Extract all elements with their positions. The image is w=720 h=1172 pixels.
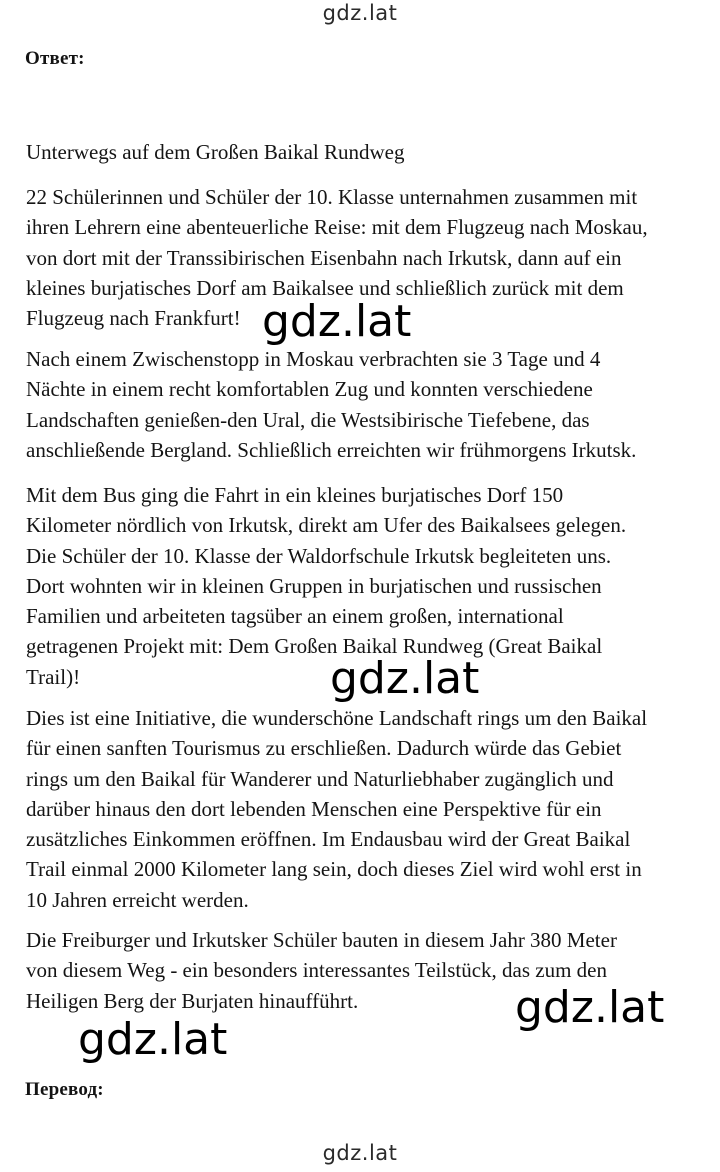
- watermark-overlay: gdz.lat: [78, 1014, 228, 1065]
- watermark-top: gdz.lat: [322, 1, 398, 25]
- watermark-overlay: gdz.lat: [330, 653, 480, 704]
- paragraph-1: 22 Schülerinnen und Schüler der 10. Klasse unternahmen zusammen mit ihren Lehrern eine abenteuerliche Reise: mit dem Flugzeug nach Moskau, von dort mit der Transsibirischen Eisenbahn nach Irkutsk, dann auf ein kleines burjatisches Dorf am Baikalsee und schließlich zurück mit dem Flugzeug nach Frankfurt!: [26, 185, 648, 331]
- document-title: Unterwegs auf dem Großen Baikal Rundweg: [26, 140, 405, 164]
- paragraph-3: Mit dem Bus ging die Fahrt in ein kleines burjatisches Dorf 150 Kilometer nördlich von Irkutsk, direkt am Ufer des Baikalsees gelegen. Die Schüler der 10. Klasse der Waldorfschule Irkutsk begleiteten uns. Dort wohnten wir in kleinen Gruppen in burjatischen und russischen Familien und arbeiteten tagsüber an einem großen, international getragenen Projekt mit: Dem Großen Baikal Rundweg (Great Baikal Trail)!: [26, 483, 627, 689]
- paragraph-4: Dies ist eine Initiative, die wunderschöne Landschaft rings um den Baikal für einen sanften Tourismus zu erschließen. Dadurch würde das Gebiet rings um den Baikal für Wanderer und Naturliebhaber zugänglich und darüber hinaus den dort lebenden Menschen eine Perspektive für ein zusätzliches Einkommen eröffnen. Im Endausbau wird der Great Baikal Trail einmal 2000 Kilometer lang sein, doch dieses Ziel wird wohl erst in 10 Jahren erreicht werden.: [26, 706, 648, 912]
- watermark-overlay: gdz.lat: [515, 982, 665, 1033]
- answer-heading: Ответ:: [25, 48, 85, 69]
- watermark-overlay: gdz.lat: [262, 296, 412, 347]
- translation-heading: Перевод:: [25, 1079, 104, 1100]
- paragraph-2: Nach einem Zwischenstopp in Moskau verbrachten sie 3 Tage und 4 Nächte in einem recht komfortablen Zug und konnten verschiedene Landschaften genießen-den Ural, die Westsibirische Tiefebene, das anschließende Bergland. Schließlich erreichten wir frühmorgens Irkutsk.: [26, 347, 637, 462]
- paragraph-5: Die Freiburger und Irkutsker Schüler bauten in diesem Jahr 380 Meter von diesem Weg - ein besonders interessantes Teilstück, das zum den Heiligen Berg der Burjaten hinaufführt.: [26, 928, 617, 1013]
- watermark-bottom: gdz.lat: [322, 1141, 398, 1165]
